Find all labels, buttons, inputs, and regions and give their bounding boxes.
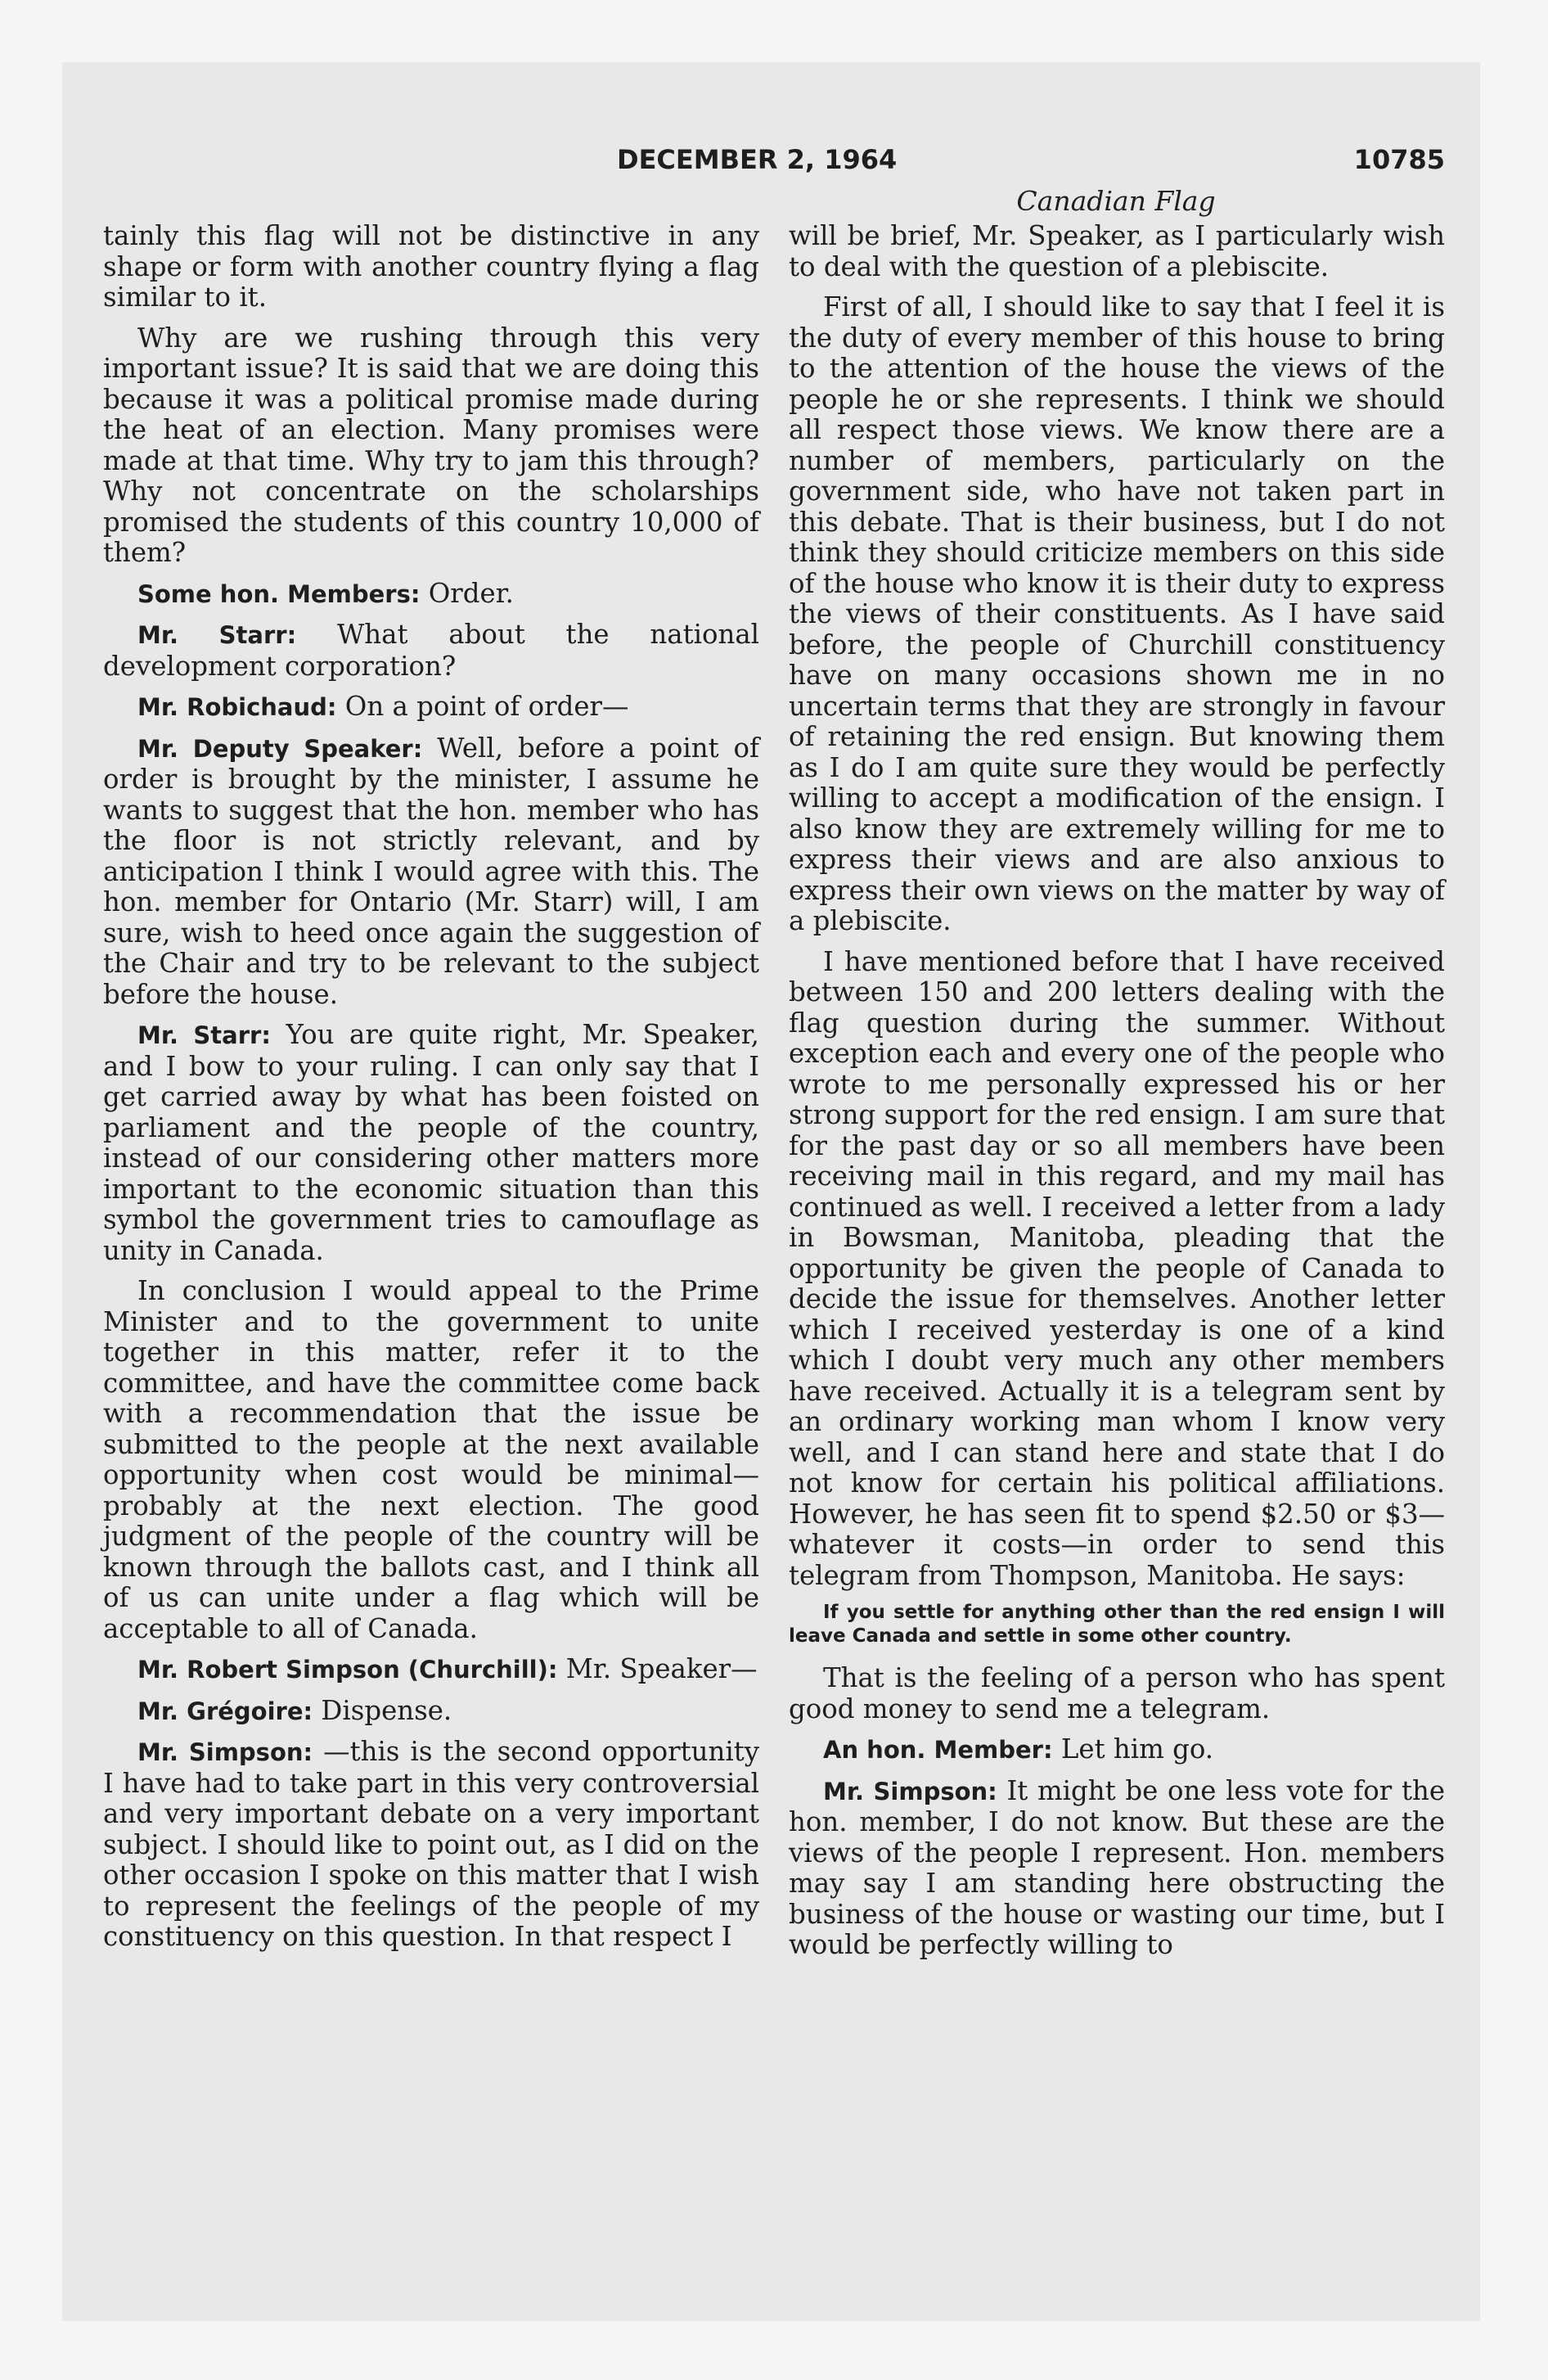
- speaker-name: Mr. Robert Simpson (Churchill):: [137, 1656, 558, 1684]
- speaker-name: An hon. Member:: [823, 1736, 1053, 1764]
- paragraph: [103, 221, 759, 313]
- paragraph: [103, 1737, 759, 1953]
- header-subject: Canadian Flag: [1016, 185, 1216, 217]
- speech-text: Mr. Speaker—: [565, 1653, 758, 1684]
- left-column: [103, 221, 759, 1963]
- speech-text: Why are we rushing through this very important issue? It is said that we are doing this because it was a political promise made during the heat of an election. Many promises were made at that time. Why try to jam this through? Why not concentrate on the scholarships promised the students of this country 10,000 of them?: [103, 322, 759, 568]
- paragraph: [789, 1776, 1445, 1961]
- right-column: [789, 221, 1445, 1971]
- speaker-name: Some hon. Members:: [137, 579, 421, 608]
- telegram-quote: If you settle for anything other than the red ensign I will leave Canada and settle in some other country.: [789, 1602, 1445, 1647]
- header-date: DECEMBER 2, 1964: [617, 144, 898, 175]
- speaker-name: Mr. Grégoire:: [137, 1697, 313, 1725]
- paragraph: [103, 323, 759, 569]
- paragraph: [103, 1696, 759, 1728]
- paragraph: [103, 1020, 759, 1266]
- paragraph: [103, 579, 759, 611]
- speech-text: In conclusion I would appeal to the Prime Minister and to the government to unite together in this matter, refer it to the committee, and have the committee come back with a recommendation that the issue be submitted to the people at the next available opportunity when cost would be minimal—probably at the next election. The good judgment of the people of the country will be known through the ballots cast, and I think all of us can unite under a flag which will be acceptable to all of Canada.: [103, 1275, 759, 1644]
- paragraph: [103, 1276, 759, 1644]
- speaker-name: Mr. Simpson:: [137, 1738, 313, 1766]
- speech-text: On a point of order—: [344, 691, 629, 722]
- paragraph: [789, 1734, 1445, 1766]
- paragraph: [103, 733, 759, 1011]
- page-number: 10785: [1353, 144, 1445, 175]
- paragraph: [789, 947, 1445, 1592]
- speech-text: You are quite right, Mr. Speaker, and I bow to your ruling. I can only say that I get carried away by what has been foisted on parliament and the people of the country, instead of our considering other matters more important to the economic situation than this symbol the government tries to camouflage as unity in Canada.: [103, 1019, 759, 1266]
- paragraph: [103, 1654, 759, 1686]
- speech-text: tainly this flag will not be distinctive in any shape or form with another country flying a flag similar to it.: [103, 220, 759, 313]
- speaker-name: Mr. Starr:: [137, 1021, 271, 1049]
- paragraph: [789, 292, 1445, 937]
- speech-text: First of all, I should like to say that I feel it is the duty of every member of this house to bring to the attention of the house the views of the people he or she represents. I think we should all respect those views. We know there are a number of members, particularly on the government side, who have not taken part in this debate. That is their business, but I do not think they should criticize members on this side of the house who know it is their duty to express the views of their constituents. As I have said before, the people of Churchill constituency have on many occasions shown me in no uncertain terms that they are strongly in favour of retaining the red ensign. But knowing them as I do I am quite sure they would be perfectly willing to accept a modification of the ensign. I also know they are extremely willing for me to express their views and are also anxious to express their own views on the matter by way of a plebiscite.: [789, 291, 1445, 936]
- running-head: [103, 144, 1445, 185]
- speech-text: Let him go.: [1060, 1733, 1214, 1765]
- speech-text: Order.: [428, 577, 514, 609]
- paragraph: [103, 692, 759, 723]
- speech-text: —this is the second opportunity I have had to take part in this very controversial and very important debate on a very important subject. I should like to point out, as I did on the other occasion I spoke on this matter that I wish to represent the feelings of the people of my constituency on this question. In that respect I: [103, 1736, 760, 1952]
- speech-text: Well, before a point of order is brought by the minister, I assume he wants to suggest that the hon. member who has the floor is not strictly relevant, and by anticipation I think I would agree with this. The hon. member for Ontario (Mr. Starr) will, I am sure, wish to heed once again the suggestion of the Chair and try to be relevant to the subject before the house.: [103, 732, 759, 1010]
- speech-text: It might be one less vote for the hon. member, I do not know. But these are the views of the people I represent. Hon. members may say I am standing here obstructing the business of the house or wasting our time, but I would be perfectly willing to: [789, 1774, 1446, 1960]
- speaker-name: Mr. Simpson:: [823, 1777, 997, 1805]
- speaker-name: Mr. Robichaud:: [137, 693, 337, 721]
- speaker-name: Mr. Deputy Speaker:: [137, 734, 423, 763]
- speech-text: What about the national development corporation?: [103, 619, 759, 682]
- paragraph: [789, 1663, 1445, 1724]
- speech-text: That is the feeling of a person who has spent good money to send me a telegram.: [789, 1662, 1445, 1724]
- speech-text: Dispense.: [321, 1694, 452, 1726]
- paragraph: [103, 620, 759, 682]
- paragraph: [789, 221, 1445, 282]
- speech-text: I have mentioned before that I have received between 150 and 200 letters dealing with the flag question during the summer. Without exception each and every one of the people who wrote to me personally expressed his or her strong support for the red ensign. I am sure that for the past day or so all members have been receiving mail in this regard, and my mail has continued as well. I received a letter from a lady in Bowsman, Manitoba, pleading that the opportunity be given the people of Canada to decide the issue for themselves. Another letter which I received yesterday is one of a kind which I doubt very much any other members have received. Actually it is a telegram sent by an ordinary working man whom I know very well, and I can stand here and state that I do not know for certain his political affiliations. However, he has seen fit to spend $2.50 or $3—whatever it costs—in order to send this telegram from Thompson, Manitoba. He says:: [789, 945, 1445, 1591]
- speaker-name: Mr. Starr:: [137, 621, 297, 649]
- speech-text: will be brief, Mr. Speaker, as I particularly wish to deal with the question of a plebiscite.: [789, 220, 1445, 282]
